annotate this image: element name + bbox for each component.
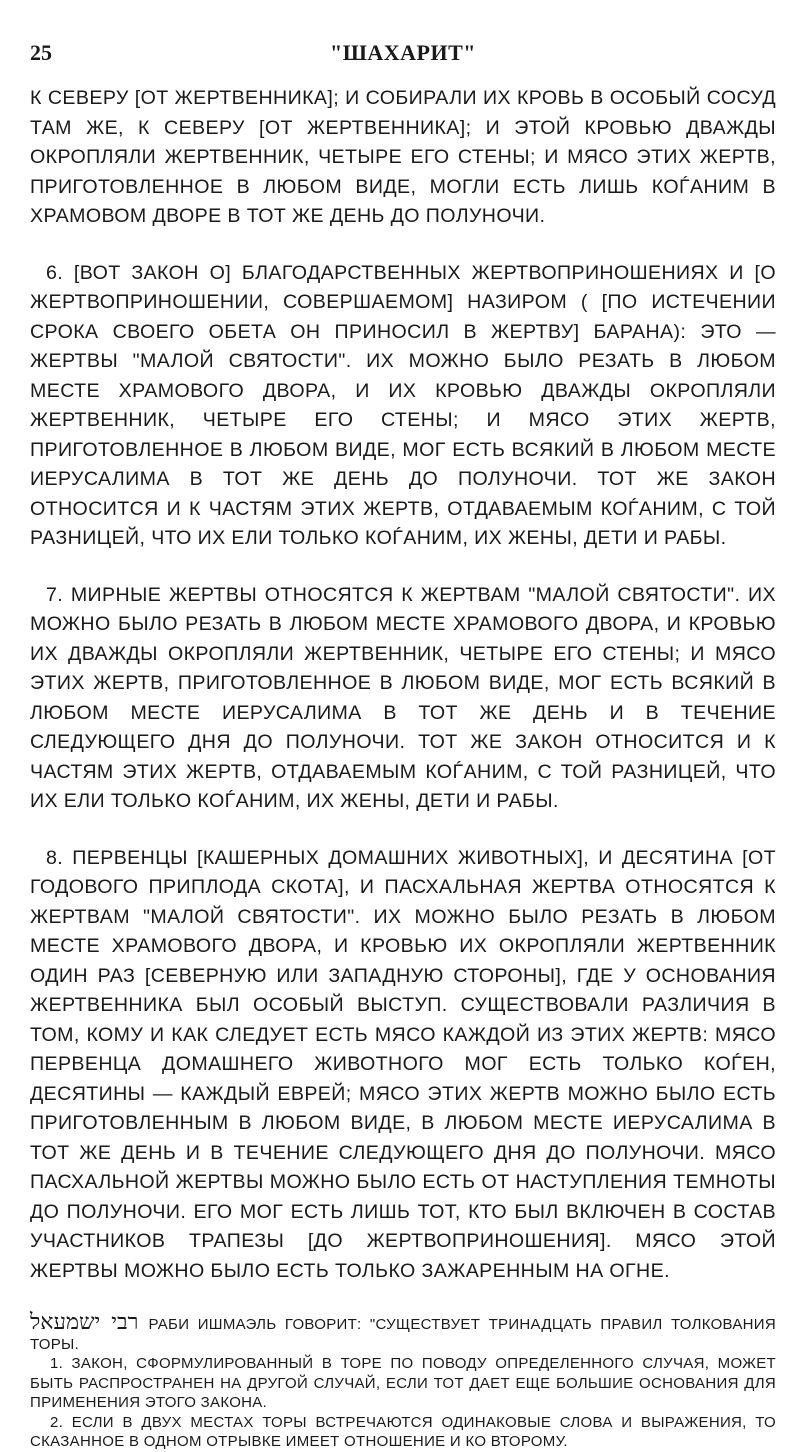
footnote-rule-1: 1. ЗАКОН, СФОРМУЛИРОВАННЫЙ В ТОРЕ ПО ПОВОДУ ОПРЕДЕЛЕННОГО СЛУЧАЯ, МОЖЕТ БЫТЬ РАСПРОСТРАНЕН НА ДРУГОЙ СЛУЧАЙ, ЕСЛИ ТОТ ДАЕТ ЕЩЕ БОЛЬШИЕ ОСНОВАНИЯ ДЛЯ ПРИМЕНЕНИЯ ЭТОГО ЗАКОНА. (30, 1355, 776, 1411)
footnote-intro-text: РАБИ ИШМАЭЛЬ ГОВОРИТ: "СУЩЕСТВУЕТ ТРИНАДЦАТЬ ПРАВИЛ ТОЛКОВАНИЯ ТОРЫ. (30, 1316, 777, 1353)
footnote-rule-2: 2. ЕСЛИ В ДВУХ МЕСТАХ ТОРЫ ВСТРЕЧАЮТСЯ ОДИНАКОВЫЕ СЛОВА И ВЫРАЖЕНИЯ, ТО СКАЗАННОЕ В ОДНОМ ОТРЫВКЕ ИМЕЕТ ОТНОШЕНИЕ И КО ВТОРОМУ. (30, 1413, 776, 1450)
main-text (30, 84, 776, 1286)
footnote-intro (30, 1310, 777, 1354)
footnote-section (30, 1310, 777, 1452)
running-title: "ШАХАРИТ" (330, 40, 476, 65)
paragraph-7: 7. МИРНЫЕ ЖЕРТВЫ ОТНОСЯТСЯ К ЖЕРТВАМ "МАЛОЙ СВЯТОСТИ". ИХ МОЖНО БЫЛО РЕЗАТЬ В ЛЮБОМ МЕСТЕ ХРАМОВОГО ДВОРА, И КРОВЬЮ ИХ ДВАЖДЫ ОКРОПЛЯЛИ ЖЕРТВЕННИК, ЧЕТЫРЕ ЕГО СТЕНЫ; И МЯСО ЭТИХ ЖЕРТВ, ПРИГОТОВЛЕННОЕ В ЛЮБОМ ВИДЕ, МОГ ЕСТЬ ВСЯКИЙ В ЛЮБОМ МЕСТЕ ИЕРУСАЛИМА В ТОТ ЖЕ ДЕНЬ И В ТЕЧЕНИЕ СЛЕДУЮЩЕГО ДНЯ ДО ПОЛУНОЧИ. ТОТ ЖЕ ЗАКОН ОТНОСИТСЯ И К ЧАСТЯМ ЭТИХ ЖЕРТВ, ОТДАВАЕМЫМ КОЃАНИМ, С ТОЙ РАЗНИЦЕЙ, ЧТО ИХ ЕЛИ ТОЛЬКО КОЃАНИМ, ИХ ЖЕНЫ, ДЕТИ И РАБЫ. (30, 583, 776, 812)
paragraph-continuation: К СЕВЕРУ [ОТ ЖЕРТВЕННИКА]; И СОБИРАЛИ ИХ КРОВЬ В ОСОБЫЙ СОСУД ТАМ ЖЕ, К СЕВЕРУ [ОТ ЖЕРТВЕННИКА]; И ЭТОЙ КРОВЬЮ ДВАЖДЫ ОКРОПЛЯЛИ ЖЕРТВЕННИК, ЧЕТЫРЕ ЕГО СТЕНЫ; И МЯСО ЭТИХ ЖЕРТВ, ПРИГОТОВЛЕННОЕ В ЛЮБОМ ВИДЕ, МОГЛИ ЕСТЬ ЛИШЬ КОЃАНИМ В ХРАМОВОМ ДВОРЕ В ТОТ ЖЕ ДЕНЬ ДО ПОЛУНОЧИ. (30, 87, 776, 227)
paragraph-8: 8. ПЕРВЕНЦЫ [КАШЕРНЫХ ДОМАШНИХ ЖИВОТНЫХ], И ДЕСЯТИНА [ОТ ГОДОВОГО ПРИПЛОДА СКОТА], И ПАСХАЛЬНАЯ ЖЕРТВА ОТНОСЯТСЯ К ЖЕРТВАМ "МАЛОЙ СВЯТОСТИ". ИХ МОЖНО БЫЛО РЕЗАТЬ В ЛЮБОМ МЕСТЕ ХРАМОВОГО ДВОРА, И КРОВЬЮ ИХ ОКРОПЛЯЛИ ЖЕРТВЕННИК ОДИН РАЗ [СЕВЕРНУЮ ИЛИ ЗАПАДНУЮ СТОРОНЫ], ГДЕ У ОСНОВАНИЯ ЖЕРТВЕННИКА БЫЛ ОСОБЫЙ ВЫСТУП. СУЩЕСТВОВАЛИ РАЗЛИЧИЯ В ТОМ, КОМУ И КАК СЛЕДУЕТ ЕСТЬ МЯСО КАЖДОЙ ИЗ ЭТИХ ЖЕРТВ: МЯСО ПЕРВЕНЦА ДОМАШНЕГО ЖИВОТНОГО МОГ ЕСТЬ ТОЛЬКО КОЃЕН, ДЕСЯТИНЫ — КАЖДЫЙ ЕВРЕЙ; МЯСО ЭТИХ ЖЕРТВ МОЖНО БЫЛО ЕСТЬ ПРИГОТОВЛЕННЫМ В ЛЮБОМ ВИДЕ, В ЛЮБОМ МЕСТЕ ИЕРУСАЛИМА В ТОТ ЖЕ ДЕНЬ И В ТЕЧЕНИЕ СЛЕДУЮЩЕГО ДНЯ ДО ПОЛУНОЧИ. МЯСО ПАСХАЛЬНОЙ ЖЕРТВЫ МОЖНО БЫЛО ЕСТЬ ОТ НАСТУПЛЕНИЯ ТЕМНОТЫ ДО ПОЛУНОЧИ. ЕГО МОГ ЕСТЬ ЛИШЬ ТОТ, КТО БЫЛ ВКЛЮЧЕН В СОСТАВ УЧАСТНИКОВ ТРАПЕЗЫ [ДО ЖЕРТВОПРИНОШЕНИЯ]. МЯСО ЭТОЙ ЖЕРТВЫ МОЖНО БЫЛО ЕСТЬ ТОЛЬКО ЗАЖАРЕННЫМ НА ОГНЕ. (30, 846, 776, 1282)
page-header (30, 40, 776, 84)
hebrew-heading: רבי ישמעאל (30, 1310, 139, 1335)
paragraph-6: 6. [ВОТ ЗАКОН О] БЛАГОДАРСТВЕННЫХ ЖЕРТВОПРИНОШЕНИЯХ И [О ЖЕРТВОПРИНОШЕНИИ, СОВЕРШАЕМОМ] НАЗИРОМ ( [ПО ИСТЕЧЕНИИ СРОКА СВОЕГО ОБЕТА ОН ПРИНОСИЛ В ЖЕРТВУ] БАРАНА): ЭТО — ЖЕРТВЫ "МАЛОЙ СВЯТОСТИ". ИХ МОЖНО БЫЛО РЕЗАТЬ В ЛЮБОМ МЕСТЕ ХРАМОВОГО ДВОРА, И ИХ КРОВЬЮ ДВАЖДЫ ОКРОПЛЯЛИ ЖЕРТВЕННИК, ЧЕТЫРЕ ЕГО СТЕНЫ; И МЯСО ЭТИХ ЖЕРТВ, ПРИГОТОВЛЕННОЕ В ЛЮБОМ ВИДЕ, МОГ ЕСТЬ ВСЯКИЙ В ЛЮБОМ МЕСТЕ ИЕРУСАЛИМА В ТОТ ЖЕ ДЕНЬ ДО ПОЛУНОЧИ. ТОТ ЖЕ ЗАКОН ОТНОСИТСЯ И К ЧАСТЯМ ЭТИХ ЖЕРТВ, ОТДАВАЕМЫМ КОЃАНИМ, С ТОЙ РАЗНИЦЕЙ, ЧТО ИХ ЕЛИ ТОЛЬКО КОЃАНИМ, ИХ ЖЕНЫ, ДЕТИ И РАБЫ. (30, 261, 776, 549)
page-number: 25 (30, 40, 52, 65)
